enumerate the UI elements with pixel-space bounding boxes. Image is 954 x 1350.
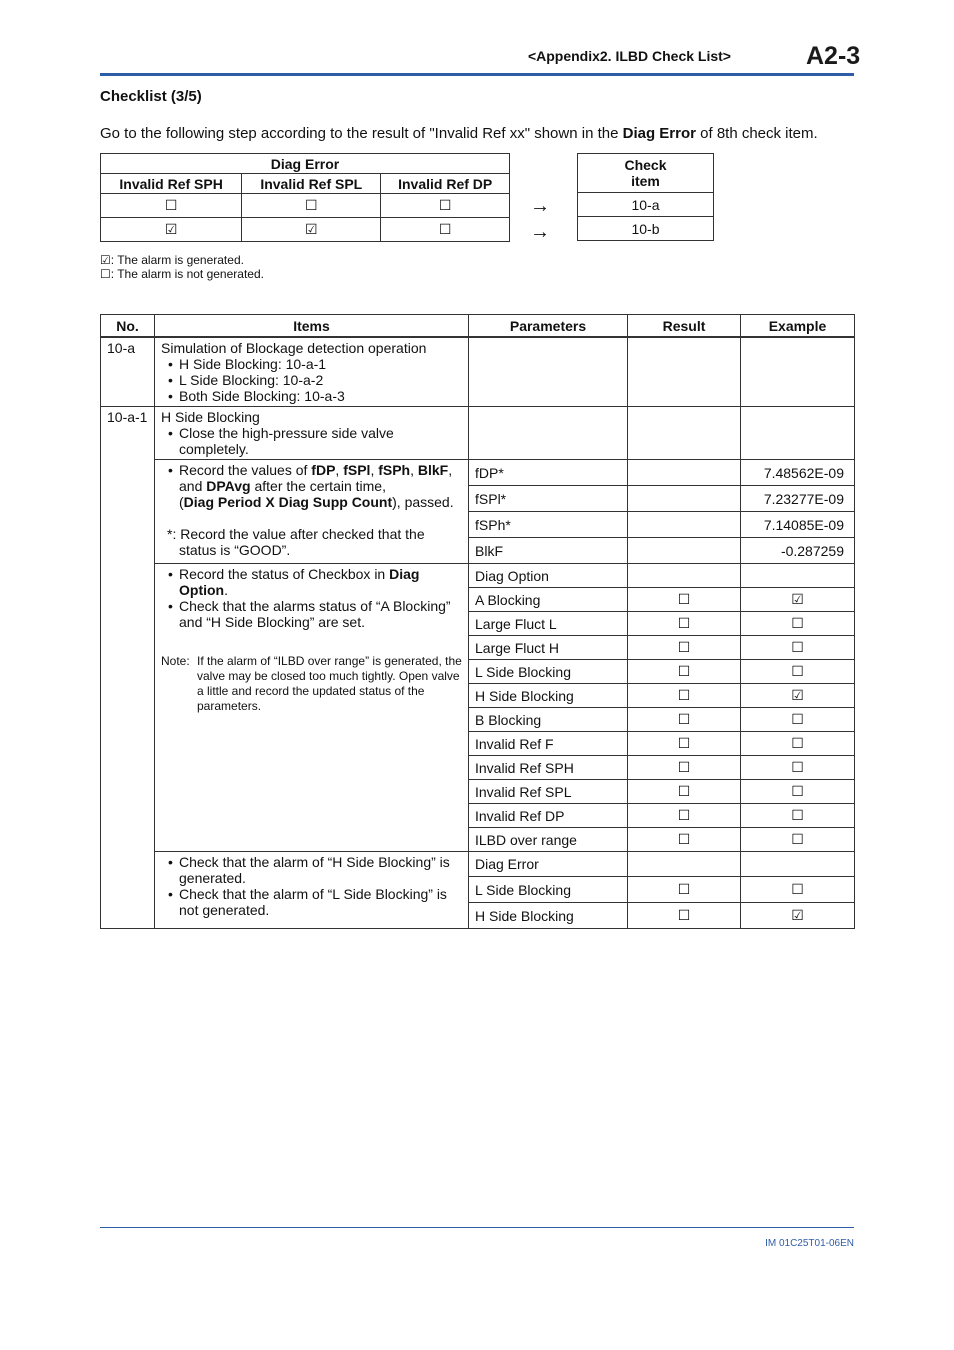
check-item-10a: 10-a xyxy=(578,193,714,217)
row-items xyxy=(155,407,469,460)
example-checkbox-icon: ☐ xyxy=(741,780,855,804)
diag-col-sph: Invalid Ref SPH xyxy=(101,174,242,194)
result-checkbox-icon: ☐ xyxy=(628,780,741,804)
note-text: If the alarm of “ILBD over range” is generated, the valve may be closed too much tightly. Open valve a little and record the updated status of the parameters. xyxy=(197,654,462,713)
diag-error-cell xyxy=(155,852,469,929)
example-value: -0.287259 xyxy=(741,538,855,564)
list-item: • H Side Blocking: 10-a-1 xyxy=(179,356,462,372)
example-checkbox-icon: ☐ xyxy=(741,732,855,756)
example-checkbox-icon: ☐ xyxy=(741,756,855,780)
arrow-right-icon: → xyxy=(530,221,550,243)
param-name: H Side Blocking xyxy=(469,903,628,929)
checked-box-icon: ☑ xyxy=(100,253,111,267)
checkbox-icon: ☐ xyxy=(381,218,510,242)
diag-error-table xyxy=(100,153,510,242)
result-cell xyxy=(628,852,741,877)
param-name: B Blocking xyxy=(469,708,628,732)
text: ), passed. xyxy=(392,494,454,510)
param-name: Invalid Ref F xyxy=(469,732,628,756)
list-item: • Check that the alarm of “H Side Blocking” is generated. xyxy=(179,854,462,886)
list-item: • Check that the alarm of “L Side Blocking” is not generated. xyxy=(179,886,462,918)
row-number: 10-a-1 xyxy=(101,407,155,929)
table-row xyxy=(101,407,855,460)
table-row xyxy=(101,564,855,588)
legend-text: : The alarm is generated. xyxy=(110,253,244,267)
param-name: fSPl* xyxy=(469,486,628,512)
check-header-line2: item xyxy=(631,173,660,189)
result-checkbox-icon: ☐ xyxy=(628,828,741,852)
record-values-cell xyxy=(155,460,469,564)
example-value: 7.23277E-09 xyxy=(741,486,855,512)
check-header-line1: Check xyxy=(624,157,667,173)
list-item: • L Side Blocking: 10-a-2 xyxy=(179,372,462,388)
diag-col-spl: Invalid Ref SPL xyxy=(242,174,381,194)
param-name: fSPh xyxy=(378,462,411,478)
text: after the certain time, xyxy=(250,478,386,494)
diag-option-cell xyxy=(155,564,469,852)
intro-text xyxy=(100,125,818,142)
result-checkbox-icon: ☐ xyxy=(628,903,741,929)
header-chapter: <Appendix2. ILBD Check List> xyxy=(527,48,731,64)
section-title: Checklist (3/5) xyxy=(100,88,202,105)
result-checkbox-icon: ☐ xyxy=(628,588,741,612)
list-item: • Check that the alarms status of “A Blocking” and “H Side Blocking” are set. xyxy=(179,598,462,630)
checkbox-icon: ☑ xyxy=(101,218,242,242)
note-text: *: Record the value after checked that the xyxy=(167,526,425,542)
param-name: Large Fluct L xyxy=(469,612,628,636)
list-item: • Both Side Blocking: 10-a-3 xyxy=(179,388,462,404)
text: and xyxy=(179,478,207,494)
page-number: A2-3 xyxy=(806,42,861,70)
text: , xyxy=(370,462,379,478)
param-name: fSPl xyxy=(343,462,371,478)
legend-item xyxy=(100,267,264,281)
check-item-10b: 10-b xyxy=(578,217,714,241)
param-name: L Side Blocking xyxy=(469,660,628,684)
star-note xyxy=(161,526,462,558)
legend-item xyxy=(100,253,264,267)
col-no: No. xyxy=(101,315,155,338)
param-name: Invalid Ref SPL xyxy=(469,780,628,804)
table-row xyxy=(101,460,855,486)
diag-table-title: Diag Error xyxy=(101,154,510,174)
col-items: Items xyxy=(155,315,469,338)
param-name: H Side Blocking xyxy=(469,684,628,708)
result-checkbox-icon: ☐ xyxy=(628,612,741,636)
table-row xyxy=(101,337,855,407)
bullet-text: completely. xyxy=(179,441,249,457)
param-name: BlkF xyxy=(469,538,628,564)
intro-after: of 8th check item. xyxy=(695,125,818,142)
empty-cell xyxy=(469,337,628,407)
text: , xyxy=(410,462,418,478)
param-name: Large Fluct H xyxy=(469,636,628,660)
empty-cell xyxy=(741,337,855,407)
param-name: Diag Period X Diag Supp Count xyxy=(183,494,393,510)
param-name: BlkF xyxy=(417,462,449,478)
result-checkbox-icon: ☐ xyxy=(628,684,741,708)
param-name: DPAvg xyxy=(206,478,251,494)
note-text: status is “GOOD”. xyxy=(179,542,291,558)
bullet-text: Close the high-pressure side valve xyxy=(179,425,394,441)
legend-text: : The alarm is not generated. xyxy=(110,267,264,281)
example-checkbox-icon: ☐ xyxy=(741,828,855,852)
example-cell xyxy=(741,852,855,877)
param-name: Invalid Ref DP xyxy=(469,804,628,828)
example-checkbox-icon: ☐ xyxy=(741,660,855,684)
result-cell xyxy=(628,512,741,538)
empty-cell xyxy=(628,337,741,407)
text: ( xyxy=(179,494,184,510)
example-value: 7.48562E-09 xyxy=(741,460,855,486)
check-item-table xyxy=(577,153,714,241)
example-checkbox-icon: ☐ xyxy=(741,804,855,828)
param-name: fDP xyxy=(311,462,336,478)
intro-bold: Diag Error xyxy=(622,125,696,142)
result-checkbox-icon: ☐ xyxy=(628,877,741,903)
result-cell xyxy=(628,538,741,564)
note-label: Note: xyxy=(161,654,190,668)
example-checkbox-icon: ☑ xyxy=(741,588,855,612)
param-name: fSPh* xyxy=(469,512,628,538)
checkbox-icon: ☐ xyxy=(242,194,381,218)
checklist-table xyxy=(100,314,855,929)
legend xyxy=(100,253,264,281)
result-checkbox-icon: ☐ xyxy=(628,756,741,780)
param-header: Diag Error xyxy=(469,852,628,877)
example-checkbox-icon: ☐ xyxy=(741,636,855,660)
item-title: H Side Blocking xyxy=(161,409,260,425)
text: Record the status of Checkbox in xyxy=(179,566,390,582)
empty-cell xyxy=(469,407,628,460)
empty-cell xyxy=(628,407,741,460)
list-item xyxy=(179,462,462,510)
param-name: ILBD over range xyxy=(469,828,628,852)
row-items xyxy=(155,337,469,407)
result-checkbox-icon: ☐ xyxy=(628,804,741,828)
result-checkbox-icon: ☐ xyxy=(628,708,741,732)
checkbox-icon: ☐ xyxy=(381,194,510,218)
col-parameters: Parameters xyxy=(469,315,628,338)
check-item-header xyxy=(578,154,714,193)
result-checkbox-icon: ☐ xyxy=(628,636,741,660)
diag-col-dp: Invalid Ref DP xyxy=(381,174,510,194)
list-item xyxy=(179,425,462,457)
footer-rule xyxy=(100,1227,854,1228)
col-result: Result xyxy=(628,315,741,338)
example-cell xyxy=(741,564,855,588)
example-checkbox-icon: ☑ xyxy=(741,903,855,929)
checkbox-icon: ☑ xyxy=(242,218,381,242)
param-name: Invalid Ref SPH xyxy=(469,756,628,780)
empty-box-icon: ☐ xyxy=(100,267,111,281)
result-cell xyxy=(628,564,741,588)
example-checkbox-icon: ☑ xyxy=(741,684,855,708)
example-checkbox-icon: ☐ xyxy=(741,612,855,636)
row-number: 10-a xyxy=(101,337,155,407)
text: , xyxy=(335,462,344,478)
arrow-right-icon: → xyxy=(530,195,550,217)
table-row xyxy=(101,852,855,877)
result-checkbox-icon: ☐ xyxy=(628,660,741,684)
text: . xyxy=(224,582,228,598)
intro-before: Go to the following step according to the result of "Invalid Ref xx" shown in the xyxy=(100,125,623,142)
result-cell xyxy=(628,486,741,512)
footer-doc-id: IM 01C25T01-06EN xyxy=(765,1238,854,1249)
diag-row-2 xyxy=(101,218,510,242)
table-header-row xyxy=(101,315,855,338)
text: , xyxy=(448,462,453,478)
item-title: Simulation of Blockage detection operation xyxy=(161,340,427,356)
example-value: 7.14085E-09 xyxy=(741,512,855,538)
diag-row-1 xyxy=(101,194,510,218)
note xyxy=(161,654,462,714)
checkbox-icon: ☐ xyxy=(101,194,242,218)
param-name: L Side Blocking xyxy=(469,877,628,903)
param-header: Diag Option xyxy=(469,564,628,588)
result-checkbox-icon: ☐ xyxy=(628,732,741,756)
param-name: Diag Option xyxy=(179,566,420,598)
header-rule xyxy=(100,73,854,76)
example-checkbox-icon: ☐ xyxy=(741,877,855,903)
example-checkbox-icon: ☐ xyxy=(741,708,855,732)
empty-cell xyxy=(741,407,855,460)
param-name: fDP* xyxy=(469,460,628,486)
list-item xyxy=(179,566,462,598)
text: Record the values of xyxy=(179,462,312,478)
col-example: Example xyxy=(741,315,855,338)
result-cell xyxy=(628,460,741,486)
param-name: A Blocking xyxy=(469,588,628,612)
